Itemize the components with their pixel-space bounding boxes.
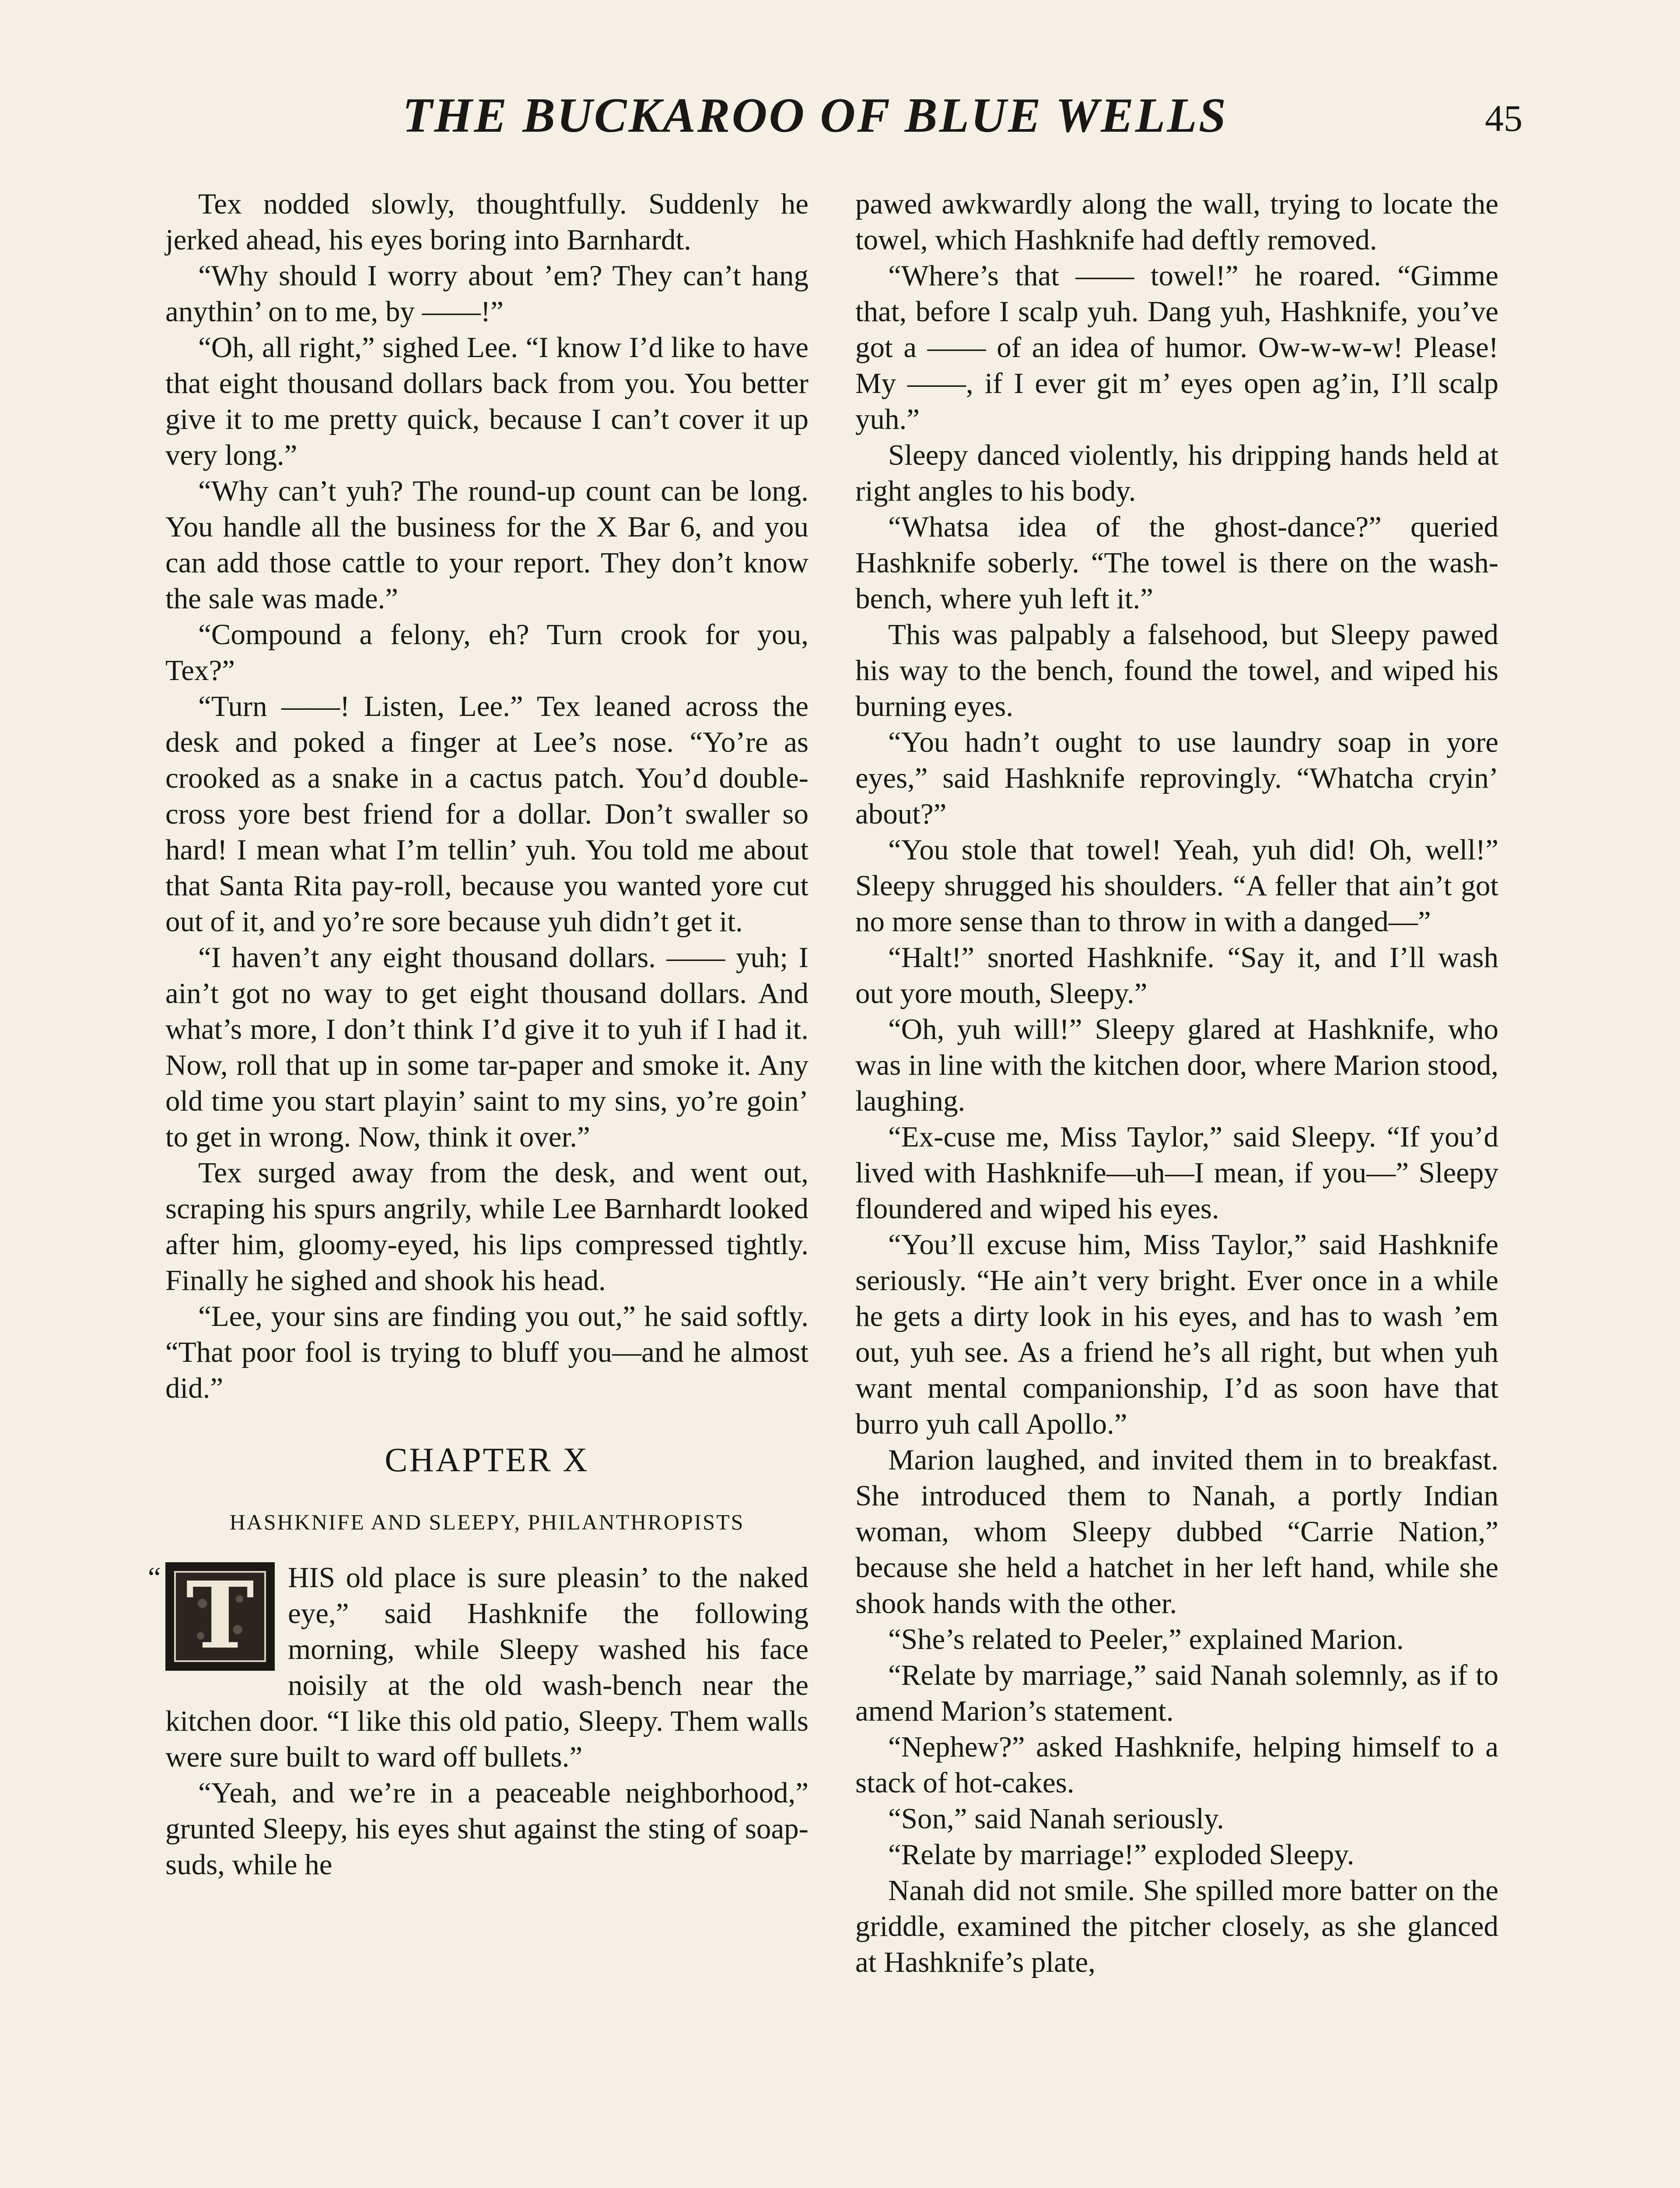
dropcap-letter: T	[186, 1561, 255, 1669]
paragraph: “Why can’t yuh? The round-up count can be long. You handle all the business for the X Bar 6, and you can add those cattle to your report. They don’t know the sale was made.”	[165, 475, 808, 615]
paragraph: “You’ll excuse him, Miss Taylor,” said Hashknife seriously. “He ain’t very bright. Ever once in a while he gets a dirty look in his eyes, and has to wash ’em out, yuh see. As a friend he’s all right, but when yuh want mental companionship, I’d as soon have that burro yuh call Apollo.”	[855, 1228, 1498, 1440]
chapter-opening	[148, 1560, 808, 1775]
paragraph: “Nephew?” asked Hashknife, helping himself to a stack of hot-cakes.	[855, 1731, 1498, 1799]
paragraph: “Relate by marriage!” exploded Sleepy.	[888, 1838, 1354, 1871]
paragraph: “I haven’t any eight thousand dollars. —— yuh; I ain’t got no way to get eight thousand dollars. And what’s more, I don’t think I’d give it to yuh if I had it. Now, roll that up in some tar-paper and smoke it. Any old time you start playin’ saint to my sins, yo’re goin’ to get in wrong. Now, think it over.”	[165, 941, 808, 1153]
chapter-opening-paragraph	[165, 1560, 808, 1775]
paragraph: “Oh, yuh will!” Sleepy glared at Hashknife, who was in line with the kitchen door, where Marion stood, laughing.	[855, 1013, 1498, 1117]
paragraph: “Why should I worry about ’em? They can’t hang anythin’ on to me, by ——!”	[165, 259, 808, 328]
paragraph: Nanah did not smile. She spilled more batter on the griddle, examined the pitcher closely, as she glanced at Hashknife’s plate,	[855, 1874, 1498, 1978]
paragraph: Marion laughed, and invited them in to breakfast. She introduced them to Nanah, a portly Indian woman, whom Sleepy dubbed “Carrie Nation,” because she held a hatchet in her left hand, while she shook hands with the other.	[855, 1444, 1498, 1620]
left-paragraphs	[165, 186, 808, 1406]
paragraph: “Ex-cuse me, Miss Taylor,” said Sleepy. “If you’d lived with Hashknife—uh—I mean, if you—” Sleepy floundered and wiped his eyes.	[855, 1121, 1498, 1225]
left-paragraphs-after	[165, 1775, 808, 1883]
paragraph: “Where’s that —— towel!” he roared. “Gimme that, before I scalp yuh. Dang yuh, Hashknife, you’ve got a —— of an idea of humor. Ow-w-w-w! Please! My ——, if I ever git m’ eyes open ag’in, I’ll scalp yuh.”	[855, 259, 1498, 435]
page-number: 45	[1485, 97, 1522, 139]
chapter-subtitle: HASHKNIFE AND SLEEPY, PHILANTHROPISTS	[229, 1510, 745, 1534]
paragraph: “Compound a felony, eh? Turn crook for you, Tex?”	[165, 618, 808, 687]
paragraph: “Oh, all right,” sighed Lee. “I know I’d like to have that eight thousand dollars back from you. You better give it to me pretty quick, because I can’t cover it up very long.”	[165, 331, 808, 471]
chapter-title: CHAPTER X	[385, 1441, 589, 1479]
dropcap-paragraph-text: HIS old place is sure pleasin’ to the naked eye,” said Hashknife the following morning, while Sleepy washed his face noisily at the old wash-bench near the kitchen door. “I like this old patio, Sleepy. Them walls were sure built to ward off bullets.”	[165, 1561, 808, 1773]
paragraph: Sleepy danced violently, his dripping hands held at right angles to his body.	[855, 439, 1498, 507]
left-column	[148, 186, 808, 1883]
paragraph: This was palpably a falsehood, but Sleepy pawed his way to the bench, found the towel, and wiped his burning eyes.	[855, 618, 1498, 722]
page-header	[166, 88, 1522, 162]
right-column	[855, 186, 1498, 1980]
paragraph: “Lee, your sins are finding you out,” he said softly. “That poor fool is trying to bluff you—and he almost did.”	[165, 1300, 808, 1404]
paragraph: “Turn ——! Listen, Lee.” Tex leaned across the desk and poked a finger at Lee’s nose. “Yo’re as crooked as a snake in a cactus patch. You’d double-cross yore best friend for a dollar. Don’t swaller so hard! I mean what I’m tellin’ yuh. You told me about that Santa Rita pay-roll, because you wanted yore cut out of it, and yo’re sore because yuh didn’t get it.	[165, 690, 808, 938]
paragraph: Tex surged away from the desk, and went out, scraping his spurs angrily, while Lee Barnhardt looked after him, gloomy-eyed, his lips compressed tightly. Finally he sighed and shook his head.	[165, 1157, 808, 1297]
paragraph: “She’s related to Peeler,” explained Marion.	[888, 1623, 1404, 1655]
paragraph: “You hadn’t ought to use laundry soap in yore eyes,” said Hashknife reprovingly. “Whatcha cryin’ about?”	[855, 726, 1498, 830]
paragraph: “Whatsa idea of the ghost-dance?” queried Hashknife soberly. “The towel is there on the wash-bench, where yuh left it.”	[855, 511, 1498, 615]
paragraph: “Relate by marriage,” said Nanah solemnly, as if to amend Marion’s statement.	[855, 1659, 1498, 1727]
running-title: THE BUCKAROO OF BLUE WELLS	[402, 88, 1228, 143]
opening-quote-mark: “	[148, 1561, 161, 1594]
ornamental-dropcap-icon	[165, 1562, 275, 1671]
paragraph: “Halt!” snorted Hashknife. “Say it, and I’ll wash out yore mouth, Sleepy.”	[855, 941, 1498, 1010]
paragraph: “Son,” said Nanah seriously.	[888, 1802, 1224, 1835]
paragraph: “You stole that towel! Yeah, yuh did! Oh, well!” Sleepy shrugged his shoulders. “A feller that ain’t got no more sense than to throw in with a danged—”	[855, 834, 1498, 938]
paragraph: “Yeah, and we’re in a peaceable neighborhood,” grunted Sleepy, his eyes shut against the sting of soap-suds, while he	[165, 1777, 808, 1881]
paragraph: pawed awkwardly along the wall, trying to locate the towel, which Hashknife had deftly removed.	[855, 188, 1498, 256]
paragraph: Tex nodded slowly, thoughtfully. Suddenly he jerked ahead, his eyes boring into Barnhardt.	[165, 188, 808, 256]
